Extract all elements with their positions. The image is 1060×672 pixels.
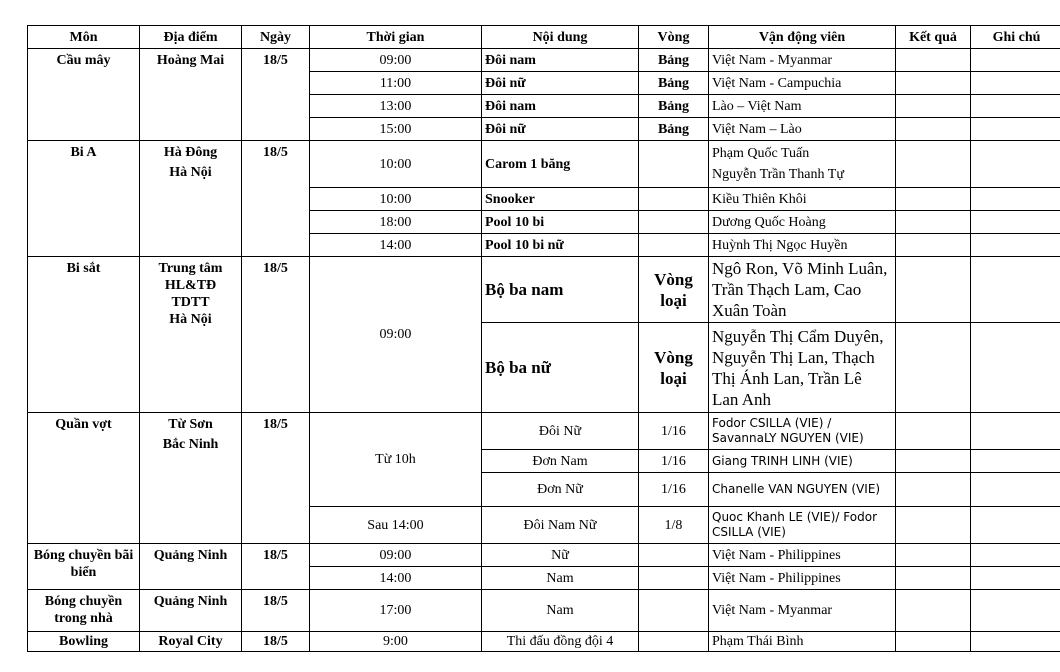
time-cell: 14:00 [310,567,482,590]
time-cell: 18:00 [310,211,482,234]
result-cell [896,188,971,211]
sport-cell: Bóng chuyền trong nhà [28,590,140,632]
content-cell: Đơn Nữ [482,473,639,507]
athletes-cell: Kiều Thiên Khôi [709,188,896,211]
note-cell [971,234,1060,257]
venue-cell [140,141,242,257]
venue-line: Hà Nội [169,165,212,180]
venue-line: Từ Sơn [168,417,213,432]
time-cell: 10:00 [310,141,482,188]
content-cell: Pool 10 bi [482,211,639,234]
content-cell: Nam [482,590,639,632]
table-row [28,544,1060,567]
date-cell: 18/5 [242,413,310,544]
athletes-cell: Phạm Thái Bình [709,632,896,652]
athletes-cell: Việt Nam - Philippines [709,567,896,590]
sport-cell: Bi sắt [28,257,140,413]
result-cell [896,72,971,95]
venue-cell: Hoàng Mai [140,49,242,141]
round-cell [639,544,709,567]
athletes-cell: Chanelle VAN NGUYEN (VIE) [709,473,896,507]
athletes-cell: Giang TRINH LINH (VIE) [709,450,896,473]
athlete-line: Nguyễn Trần Thanh Tự [712,167,844,182]
round-cell [639,567,709,590]
result-cell [896,234,971,257]
sport-cell: Bóng chuyền bãi biển [28,544,140,590]
content-cell: Đôi Nữ [482,413,639,450]
venue-cell: Quảng Ninh [140,590,242,632]
result-cell [896,118,971,141]
note-cell [971,188,1060,211]
content-cell: Bộ ba nữ [482,323,639,413]
round-cell: 1/8 [639,507,709,544]
time-cell: Từ 10h [310,413,482,507]
athletes-cell: Lào – Việt Nam [709,95,896,118]
content-cell: Đôi nam [482,95,639,118]
venue-cell [140,413,242,544]
time-cell: 17:00 [310,590,482,632]
round-cell: Vòng loại [639,257,709,323]
note-cell [971,632,1060,652]
round-cell: 1/16 [639,450,709,473]
time-cell: 09:00 [310,49,482,72]
time-cell: Sau 14:00 [310,507,482,544]
col-header-ngay: Ngày [242,26,310,49]
athletes-cell: Ngô Ron, Võ Minh Luân, Trần Thạch Lam, Cao Xuân Toàn [709,257,896,323]
athletes-cell: Việt Nam - Myanmar [709,590,896,632]
content-cell: Đôi nữ [482,118,639,141]
venue-cell [140,257,242,413]
col-header-vong: Vòng [639,26,709,49]
result-cell [896,49,971,72]
athletes-cell: Việt Nam - Philippines [709,544,896,567]
col-header-thoi-gian: Thời gian [310,26,482,49]
col-header-ghi-chu: Ghi chú [971,26,1060,49]
athletes-cell: Dương Quốc Hoàng [709,211,896,234]
round-cell: Vòng loại [639,323,709,413]
note-cell [971,450,1060,473]
sport-cell: Bowling [28,632,140,652]
note-cell [971,567,1060,590]
round-cell [639,234,709,257]
time-cell: 14:00 [310,234,482,257]
col-header-vdv: Vận động viên [709,26,896,49]
venue-line: HL&TĐ [164,278,217,293]
content-cell: Thi đấu đồng đội 4 [482,632,639,652]
result-cell [896,413,971,450]
schedule-table [27,25,1060,652]
athletes-cell: Việt Nam - Campuchia [709,72,896,95]
note-cell [971,72,1060,95]
content-cell: Đôi Nam Nữ [482,507,639,544]
round-cell [639,188,709,211]
content-cell: Đôi nam [482,49,639,72]
note-cell [971,590,1060,632]
content-cell: Đôi nữ [482,72,639,95]
content-cell: Đơn Nam [482,450,639,473]
content-cell: Nữ [482,544,639,567]
result-cell [896,450,971,473]
note-cell [971,413,1060,450]
athletes-cell: Quoc Khanh LE (VIE)/ Fodor CSILLA (VIE) [709,507,896,544]
result-cell [896,257,971,323]
athletes-cell: Việt Nam - Myanmar [709,49,896,72]
round-cell: Bảng [639,72,709,95]
time-cell: 9:00 [310,632,482,652]
round-cell: Bảng [639,49,709,72]
table-row [28,141,1060,188]
note-cell [971,507,1060,544]
result-cell [896,95,971,118]
venue-line: Trung tâm [158,261,223,276]
round-cell [639,632,709,652]
result-cell [896,544,971,567]
table-row [28,49,1060,72]
round-cell: Bảng [639,95,709,118]
table-row [28,413,1060,450]
content-cell: Snooker [482,188,639,211]
table-row [28,632,1060,652]
round-cell: 1/16 [639,473,709,507]
note-cell [971,141,1060,188]
result-cell [896,567,971,590]
result-cell [896,632,971,652]
round-cell: 1/16 [639,413,709,450]
date-cell: 18/5 [242,49,310,141]
table-row [28,257,1060,323]
note-cell [971,473,1060,507]
content-cell: Carom 1 băng [482,141,639,188]
date-cell: 18/5 [242,141,310,257]
date-cell: 18/5 [242,632,310,652]
result-cell [896,211,971,234]
col-header-mon: Môn [28,26,140,49]
athletes-cell [709,141,896,188]
note-cell [971,544,1060,567]
venue-line: TDTT [171,295,210,310]
venue-cell: Quảng Ninh [140,544,242,590]
note-cell [971,323,1060,413]
venue-line: Hà Nội [169,312,212,327]
result-cell [896,141,971,188]
athletes-cell: Huỳnh Thị Ngọc Huyền [709,234,896,257]
sport-cell: Quần vợt [28,413,140,544]
result-cell [896,473,971,507]
content-cell: Nam [482,567,639,590]
athletes-cell: Fodor CSILLA (VIE) / SavannaLY NGUYEN (VIE) [709,413,896,450]
table-row [28,590,1060,632]
col-header-noi-dung: Nội dung [482,26,639,49]
time-cell: 09:00 [310,257,482,413]
content-cell: Bộ ba nam [482,257,639,323]
col-header-dia-diem: Địa điểm [140,26,242,49]
note-cell [971,257,1060,323]
content-cell: Pool 10 bi nữ [482,234,639,257]
venue-line: Hà Đông [163,145,218,160]
date-cell: 18/5 [242,544,310,590]
round-cell [639,141,709,188]
round-cell [639,590,709,632]
note-cell [971,118,1060,141]
round-cell [639,211,709,234]
athlete-line: Phạm Quốc Tuấn [712,146,810,161]
sport-cell: Cầu mây [28,49,140,141]
header-row [28,26,1060,49]
note-cell [971,211,1060,234]
col-header-ket-qua: Kết quả [896,26,971,49]
time-cell: 10:00 [310,188,482,211]
venue-cell: Royal City [140,632,242,652]
result-cell [896,590,971,632]
sport-cell: Bi A [28,141,140,257]
time-cell: 13:00 [310,95,482,118]
date-cell: 18/5 [242,257,310,413]
result-cell [896,507,971,544]
round-cell: Bảng [639,118,709,141]
result-cell [896,323,971,413]
time-cell: 11:00 [310,72,482,95]
note-cell [971,49,1060,72]
athletes-cell: Nguyễn Thị Cẩm Duyên, Nguyễn Thị Lan, Thạch Thị Ánh Lan, Trần Lê Lan Anh [709,323,896,413]
venue-line: Bắc Ninh [162,437,219,452]
note-cell [971,95,1060,118]
time-cell: 09:00 [310,544,482,567]
athletes-cell: Việt Nam – Lào [709,118,896,141]
date-cell: 18/5 [242,590,310,632]
time-cell: 15:00 [310,118,482,141]
